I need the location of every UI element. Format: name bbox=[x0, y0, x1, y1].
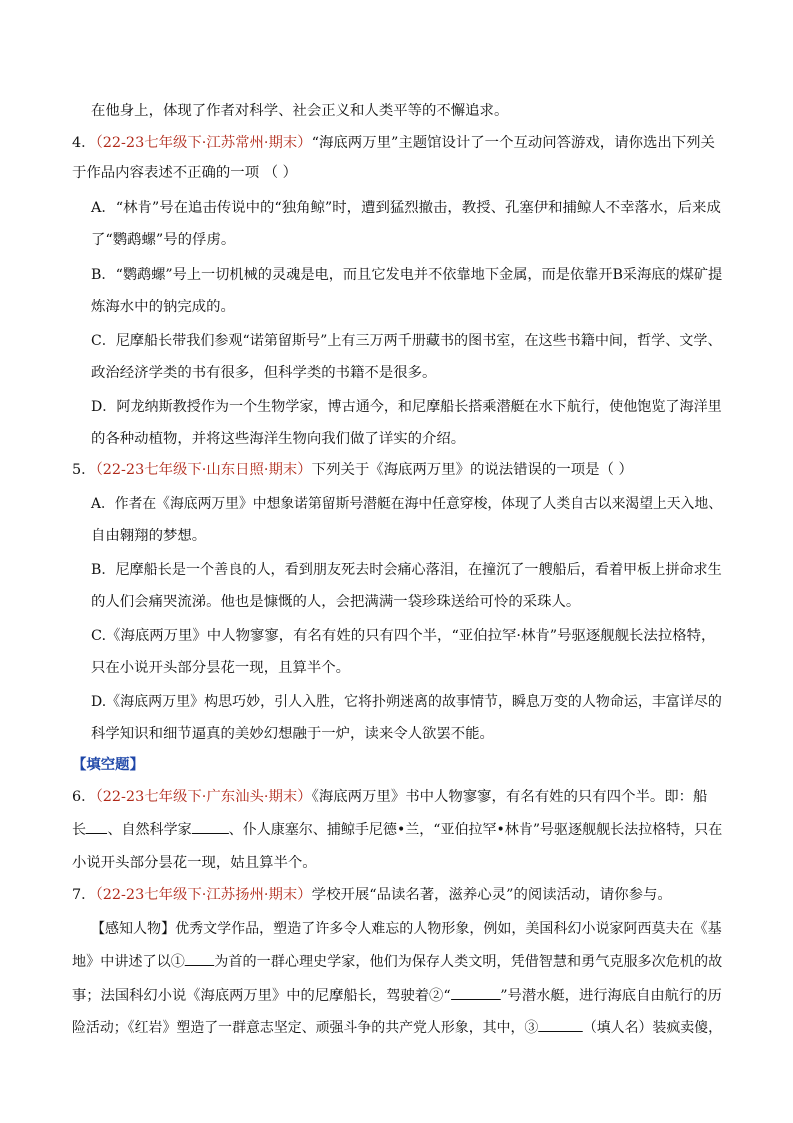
option-line: A．作者在《海底两万里》中想象诺第留斯号潜艇在海中任意穿梭，体现了人类自古以来渴望上天入地、 bbox=[91, 496, 723, 512]
question-number: 4． bbox=[72, 135, 96, 151]
question-text: 下列关于《海底两万里》的说法错误的一项是（ ） bbox=[311, 462, 633, 478]
question-text: 学校开展“品读名著，滋养心灵”的阅读活动，请你参与。 bbox=[311, 887, 672, 903]
fill-line bbox=[72, 819, 722, 840]
answer-blank[interactable] bbox=[86, 819, 107, 834]
question-text: 《海底两万里》书中人物寥寥，有名有姓的只有四个半。即：船 bbox=[311, 789, 708, 805]
text-segment: 险活动；《红岩》塑造了一群意志坚定、顽强斗争的共产党人形象，其中，③ bbox=[72, 1020, 539, 1036]
text-line: 小说开头部分昙花一现，姑且算半个。 bbox=[72, 855, 317, 871]
option-line: 的人们会痛哭流涕。他也是慷慨的人，会把满满一袋珍珠送给可怜的采珠人。 bbox=[91, 594, 581, 610]
fill-line bbox=[72, 985, 722, 1006]
section-header: 【填空题】 bbox=[72, 756, 144, 773]
question-source: （22-23七年级下·广东汕头·期末） bbox=[95, 789, 312, 805]
option-line: C.《海底两万里》中人物寥寥，有名有姓的只有四个半，“亚伯拉罕·林肯”号驱逐舰舰长法拉格特， bbox=[91, 628, 716, 644]
question-4-line bbox=[72, 133, 715, 153]
option-line: 自由翱翔的梦想。 bbox=[91, 528, 207, 544]
answer-blank[interactable] bbox=[538, 1017, 582, 1032]
option-line: B．“鹦鹉螺”号上一切机械的灵魂是电，而且它发电并不依靠地下金属，而是依靠开B采海底的煤矿提 bbox=[91, 267, 723, 283]
text-segment: 事；法国科幻小说《海底两万里》中的尼摩船长，驾驶着②“ bbox=[72, 988, 451, 1004]
option-line: 政治经济学类的书有很多，但科学类的书籍不是很多。 bbox=[91, 365, 437, 381]
option-line: A．“林肯”号在追击传说中的“独角鲸”时，遭到猛烈撤击，教授、孔塞伊和捕鲸人不幸落水，后来成 bbox=[91, 200, 721, 216]
question-source: （22-23七年级下·江苏扬州·期末） bbox=[95, 887, 312, 903]
question-number: 7． bbox=[72, 887, 96, 903]
fill-line bbox=[72, 951, 722, 972]
text-line: 于作品内容表述不正确的一项 （ ） bbox=[72, 165, 298, 181]
question-number: 5． bbox=[72, 462, 96, 478]
text-segment: （填人名）装疯卖傻， bbox=[582, 1020, 723, 1036]
question-text: “海底两万里”主题馆设计了一个互动问答游戏，请你选出下列关 bbox=[311, 135, 715, 151]
question-number: 6． bbox=[72, 789, 96, 805]
option-line: C．尼摩船长带我们参观“诺第留斯号”上有三万两千册藏书的图书室，在这些书籍中间，哲学、文学、 bbox=[91, 333, 722, 349]
text-segment: 地》中讲述了以① bbox=[72, 954, 185, 970]
fill-line bbox=[72, 1017, 722, 1038]
text-segment: ”号潜水艇，进行海底自由航行的历 bbox=[500, 988, 722, 1004]
option-line: 的各种动植物，并将这些海洋生物向我们做了详实的介绍。 bbox=[91, 431, 466, 447]
option-line: D.《海底两万里》构思巧妙，引人入胜，它将扑朔迷离的故事情节，瞬息万变的人物命运，丰富详尽的 bbox=[91, 694, 722, 710]
text-segment: 、自然科学家 bbox=[107, 822, 192, 838]
question-5-line bbox=[72, 460, 633, 480]
option-line: 科学知识和细节逼真的美妙幻想融于一炉，读来令人欲罢不能。 bbox=[91, 726, 494, 742]
question-source: （22-23七年级下·江苏常州·期末） bbox=[95, 135, 312, 151]
text-line: 【感知人物】优秀文学作品，塑造了许多令人难忘的人物形象，例如，美国科幻小说家阿西莫夫在《基 bbox=[91, 921, 722, 937]
question-source: （22-23七年级下·山东日照·期末） bbox=[95, 462, 312, 478]
answer-blank[interactable] bbox=[451, 985, 501, 1000]
answer-blank[interactable] bbox=[185, 951, 214, 966]
option-line: 只在小说开头部分昙花一现，且算半个。 bbox=[91, 660, 351, 676]
option-line: 了“鹦鹉螺”号的俘虏。 bbox=[91, 232, 236, 248]
option-line: D．阿龙纳斯教授作为一个生物学家，博古通今，和尼摩船长搭乘潜艇在水下航行，使他饱览了海洋里 bbox=[91, 399, 722, 415]
text-segment: 为首的一群心理史学家，他们为保存人类文明，凭借智慧和勇气克服多次危机的故 bbox=[214, 954, 723, 970]
option-line: B．尼摩船长是一个善良的人，看到朋友死去时会痛心落泪，在撞沉了一艘船后，看着甲板上拼命求生 bbox=[91, 562, 722, 578]
question-6-line bbox=[72, 787, 707, 807]
answer-blank[interactable] bbox=[192, 819, 229, 834]
text-segment: 长 bbox=[72, 822, 87, 838]
text-line: 在他身上，体现了作者对科学、社会正义和人类平等的不懈追求。 bbox=[91, 103, 509, 119]
question-7-line bbox=[72, 885, 672, 905]
text-segment: 、仆人康塞尔、捕鲸手尼德•兰，“亚伯拉罕•林肯”号驱逐舰舰长法拉格特，只在 bbox=[228, 822, 723, 838]
option-line: 炼海水中的钠完成的。 bbox=[91, 299, 235, 315]
